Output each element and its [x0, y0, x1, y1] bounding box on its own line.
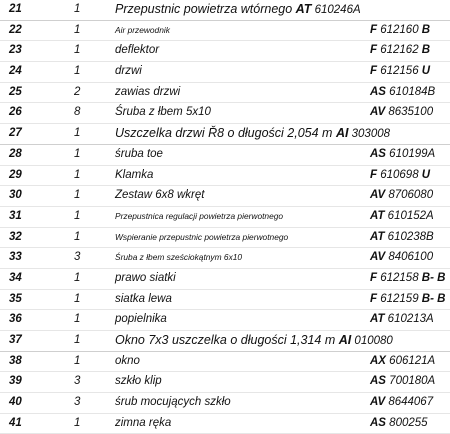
- item-code: 700180A: [385, 375, 436, 388]
- item-code: 612162: [377, 44, 419, 57]
- item-code-prefix: AS: [370, 375, 386, 388]
- item-code-prefix: F: [370, 271, 378, 284]
- item-quantity: 1: [74, 292, 81, 305]
- item-quantity: 3: [74, 396, 81, 409]
- item-number: 32: [9, 230, 22, 243]
- item-code-suffix: U: [418, 168, 431, 181]
- item-number: 22: [9, 23, 22, 36]
- item-name: popielnika: [115, 313, 167, 326]
- item-code: 303008: [348, 128, 391, 141]
- item-quantity: 1: [74, 65, 81, 78]
- table-row: [0, 145, 450, 166]
- table-row: [0, 372, 450, 393]
- table-row: [0, 414, 450, 434]
- item-code-cell: [370, 269, 445, 288]
- item-name: drzwi: [115, 65, 142, 78]
- item-number: 33: [9, 251, 22, 264]
- item-code-cell: [370, 310, 434, 329]
- table-row: [0, 228, 450, 249]
- item-quantity: 3: [74, 251, 81, 264]
- item-name: Klamka: [115, 168, 154, 181]
- item-code-prefix: AV: [370, 251, 386, 264]
- item-name: zimna ręka: [115, 416, 172, 429]
- item-quantity: 1: [74, 334, 81, 346]
- item-code-prefix: AT: [370, 230, 385, 243]
- table-row: [0, 269, 450, 290]
- item-code-suffix: U: [418, 65, 431, 78]
- item-number: 38: [9, 354, 22, 367]
- item-code-cell: [370, 352, 435, 371]
- item-number: 27: [9, 127, 22, 140]
- item-name: [115, 124, 390, 144]
- table-row: [0, 290, 450, 311]
- item-code: 612160: [377, 23, 419, 36]
- item-name: Przepustnica regulacji powietrza pierwotnego: [115, 210, 284, 221]
- item-name-text: Uszczelka drzwi Ř8 o długości 2,054 m: [115, 126, 336, 141]
- item-code-cell: [370, 248, 433, 267]
- item-number: 40: [9, 396, 22, 409]
- item-name: zawias drzwi: [115, 85, 181, 98]
- item-quantity: 2: [74, 85, 81, 98]
- item-code: 8644067: [385, 396, 434, 409]
- item-code: 8635100: [385, 106, 434, 119]
- item-code: 612156: [377, 65, 419, 78]
- item-name: deflektor: [115, 44, 160, 57]
- item-name: okno: [115, 354, 140, 367]
- item-code: 8706080: [385, 189, 434, 202]
- item-quantity: 1: [74, 209, 81, 222]
- table-row: [0, 248, 450, 269]
- item-quantity: 1: [74, 147, 81, 160]
- item-number: 31: [9, 209, 22, 222]
- table-row: [0, 310, 450, 331]
- item-code-cell: [370, 62, 430, 81]
- item-code-cell: [370, 83, 435, 102]
- item-code-suffix: B: [418, 23, 431, 36]
- item-code-cell: [370, 372, 435, 391]
- table-row: [0, 103, 450, 124]
- item-code: 606121A: [385, 354, 436, 367]
- item-code: 610698: [377, 168, 419, 181]
- item-quantity: 1: [74, 271, 81, 284]
- item-quantity: 1: [74, 168, 81, 181]
- item-code-prefix: AS: [370, 85, 386, 98]
- item-number: 35: [9, 292, 22, 305]
- item-code: 010080: [351, 335, 393, 347]
- item-name: śruba toe: [115, 147, 163, 160]
- item-code-prefix: AT: [370, 209, 385, 222]
- item-quantity: 1: [74, 127, 81, 140]
- item-quantity: 1: [74, 416, 81, 429]
- item-name: [115, 0, 361, 20]
- table-row: [0, 83, 450, 104]
- item-number: 36: [9, 313, 22, 326]
- item-code-prefix: F: [370, 44, 378, 57]
- item-name-text: Okno 7x3 uszczelka o długości 1,314 m: [115, 333, 339, 347]
- item-number: 39: [9, 375, 22, 388]
- item-code-prefix: AS: [370, 416, 386, 429]
- item-code-cell: [370, 41, 430, 60]
- item-name: Wspieranie przepustnic powietrza pierwotnego: [115, 231, 289, 242]
- item-quantity: 1: [74, 23, 81, 36]
- item-number: 23: [9, 44, 22, 57]
- item-code-prefix: AI: [335, 126, 349, 141]
- table-row: [0, 41, 450, 62]
- item-name: śrub mocujących szkło: [115, 396, 231, 409]
- item-name: [115, 331, 393, 351]
- item-name: Śruba z łbem sześciokątnym 6x10: [115, 252, 243, 263]
- table-row: [0, 207, 450, 228]
- item-code-cell: [370, 166, 430, 185]
- table-row: [0, 393, 450, 414]
- table-row: [0, 352, 450, 373]
- item-number: 30: [9, 189, 22, 202]
- table-row: [0, 0, 450, 21]
- item-code-cell: [370, 21, 430, 40]
- item-code-cell: [370, 207, 434, 226]
- item-code: 610184B: [385, 85, 436, 98]
- item-quantity: 1: [74, 230, 81, 243]
- item-code-prefix: AV: [370, 189, 386, 202]
- item-number: 24: [9, 65, 22, 78]
- item-code-cell: [370, 145, 435, 164]
- item-code: 610199A: [385, 147, 436, 160]
- item-code: 800255: [385, 416, 428, 429]
- item-number: 25: [9, 85, 22, 98]
- item-code-cell: [370, 103, 433, 122]
- item-number: 37: [9, 334, 22, 346]
- table-row: [0, 186, 450, 207]
- item-quantity: 1: [74, 3, 81, 15]
- item-code-prefix: AT: [295, 2, 312, 16]
- table-row: [0, 21, 450, 42]
- item-number: 26: [9, 106, 22, 119]
- item-code-cell: [370, 414, 428, 433]
- item-code-prefix: F: [370, 292, 378, 305]
- item-name: Śruba z łbem 5x10: [115, 106, 211, 119]
- item-code-cell: [370, 290, 445, 309]
- item-code: 612159: [377, 292, 419, 305]
- item-name: Zestaw 6x8 wkręt: [115, 189, 205, 202]
- item-code-cell: [370, 186, 433, 205]
- table-row: [0, 124, 450, 145]
- item-quantity: 1: [74, 354, 81, 367]
- item-number: 34: [9, 271, 22, 284]
- item-name: siatka lewa: [115, 292, 172, 305]
- item-code-prefix: AI: [338, 333, 352, 347]
- item-code-suffix: B- B: [418, 271, 446, 284]
- item-code-prefix: AV: [370, 106, 386, 119]
- item-code: 8406100: [385, 251, 434, 264]
- item-quantity: 1: [74, 189, 81, 202]
- item-code-cell: [370, 228, 434, 247]
- item-code-prefix: AT: [370, 313, 385, 326]
- table-row: [0, 62, 450, 83]
- table-row: [0, 331, 450, 352]
- item-quantity: 8: [74, 106, 81, 119]
- item-name-text: Przepustnic powietrza wtórnego: [115, 2, 296, 16]
- item-code-prefix: F: [370, 23, 378, 36]
- item-code-prefix: F: [370, 168, 378, 181]
- item-code-suffix: B: [418, 44, 431, 57]
- item-number: 21: [9, 3, 22, 15]
- item-code-prefix: AV: [370, 396, 386, 409]
- item-name: szkło klip: [115, 375, 162, 388]
- item-name: prawo siatki: [115, 271, 176, 284]
- item-code: 610152A: [384, 209, 434, 222]
- item-number: 28: [9, 147, 22, 160]
- item-number: 41: [9, 416, 22, 429]
- item-code: 610238B: [384, 230, 434, 243]
- item-code-suffix: B- B: [418, 292, 446, 305]
- table-row: [0, 166, 450, 187]
- item-quantity: 3: [74, 375, 81, 388]
- item-code-prefix: AX: [370, 354, 386, 367]
- item-quantity: 1: [74, 44, 81, 57]
- item-code-prefix: AS: [370, 147, 386, 160]
- item-code: 612158: [377, 271, 419, 284]
- item-code: 610246A: [311, 4, 361, 16]
- item-code-cell: [370, 393, 433, 412]
- item-quantity: 1: [74, 313, 81, 326]
- item-code: 610213A: [384, 313, 434, 326]
- item-code-prefix: F: [370, 65, 378, 78]
- item-name: Air przewodnik: [115, 24, 170, 35]
- item-number: 29: [9, 168, 22, 181]
